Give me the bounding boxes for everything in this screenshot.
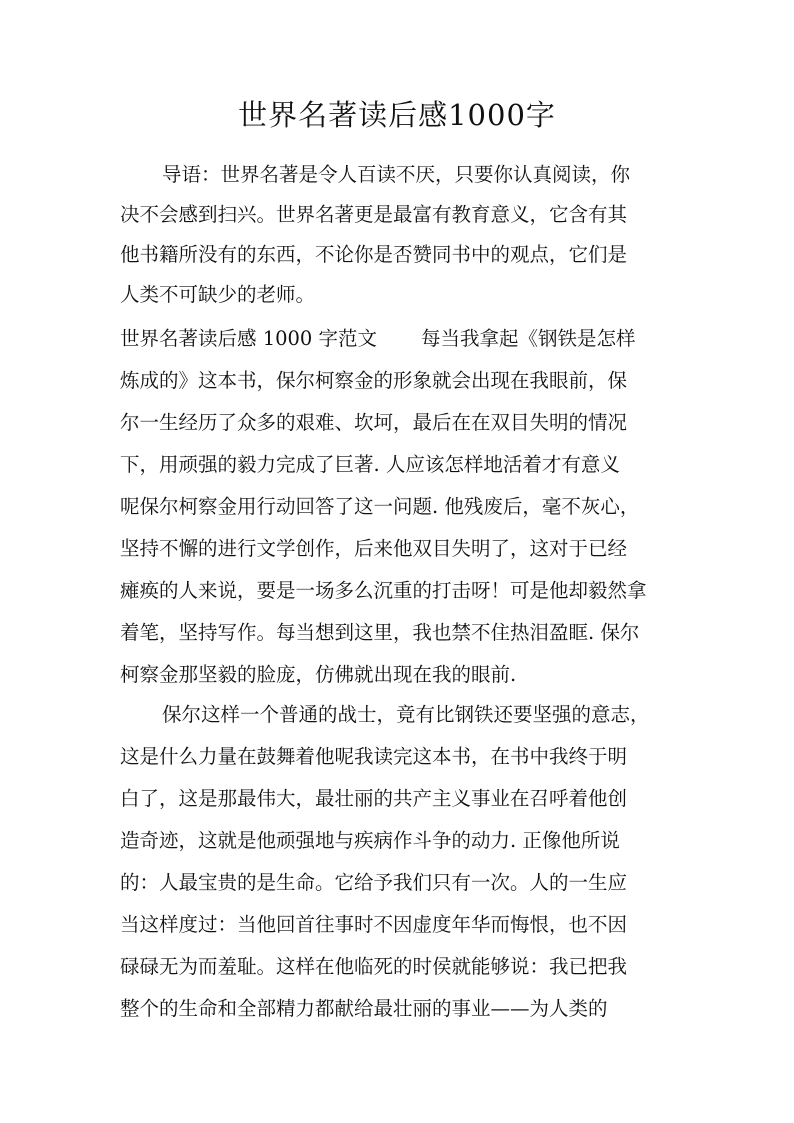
paragraph-2-line: 当这样度过：当他回首往事时不因虚度年华而悔恨，也不因: [120, 913, 628, 936]
intro-line: 决不会感到扫兴。世界名著更是最富有教育意义，它含有其: [120, 203, 628, 226]
paragraph-2-line: 造奇迹，这就是他顽强地与疾病作斗争的动力. 正像他所说: [120, 829, 620, 852]
paragraph-2-line: 白了，这是那最伟大，最壮丽的共产主义事业在召呼着他创: [120, 787, 628, 810]
document-title: 世界名著读后感1000字: [238, 98, 556, 132]
paragraph-1-line: 柯察金那坚毅的脸庞，仿佛就出现在我的眼前.: [120, 663, 517, 686]
paragraph-1-line: 呢保尔柯察金用行动回答了这一问题. 他残废后，毫不灰心，: [120, 495, 640, 518]
paragraph-1-line: 坚持不懈的进行文学创作，后来他双目失明了，这对于已经: [120, 537, 628, 560]
paragraph-1-line: 瘫痪的人来说，要是一场多么沉重的打击呀！可是他却毅然拿: [120, 579, 647, 602]
paragraph-1-line: 每当我拿起《钢铁是怎样: [421, 327, 636, 350]
paragraph-1-line: 炼成的》这本书，保尔柯察金的形象就会出现在我眼前，保: [120, 369, 628, 392]
paragraph-2-line: 整个的生命和全部精力都献给最壮丽的事业——为人类的: [120, 997, 608, 1020]
paragraph-2-line: 碌碌无为而羞耻。这样在他临死的时侯就能够说：我已把我: [120, 955, 628, 978]
intro-line: 导语：世界名著是令人百读不厌，只要你认真阅读，你: [162, 163, 631, 186]
heading-line: [120, 321, 636, 357]
paragraph-2-line: 保尔这样一个普通的战士，竟有比钢铁还要坚强的意志，: [162, 703, 650, 726]
paragraph-2-line: 的：人最宝贵的是生命。它给予我们只有一次。人的一生应: [120, 871, 628, 894]
intro-line: 人类不可缺少的老师。: [120, 283, 316, 306]
paragraph-1-line: 下，用顽强的毅力完成了巨著. 人应该怎样地活着才有意义: [120, 453, 620, 476]
intro-line: 他书籍所没有的东西，不论你是否赞同书中的观点，它们是: [120, 243, 628, 266]
paragraph-2-line: 这是什么力量在鼓舞着他呢我读完这本书，在书中我终于明: [120, 745, 628, 768]
section-heading: 世界名著读后感 1000 字范文: [120, 327, 378, 350]
paragraph-1-line: 尔一生经历了众多的艰难、坎坷，最后在在双目失明的情况: [120, 411, 628, 434]
paragraph-1-line: 着笔，坚持写作。每当想到这里，我也禁不住热泪盈眶. 保尔: [120, 621, 640, 644]
